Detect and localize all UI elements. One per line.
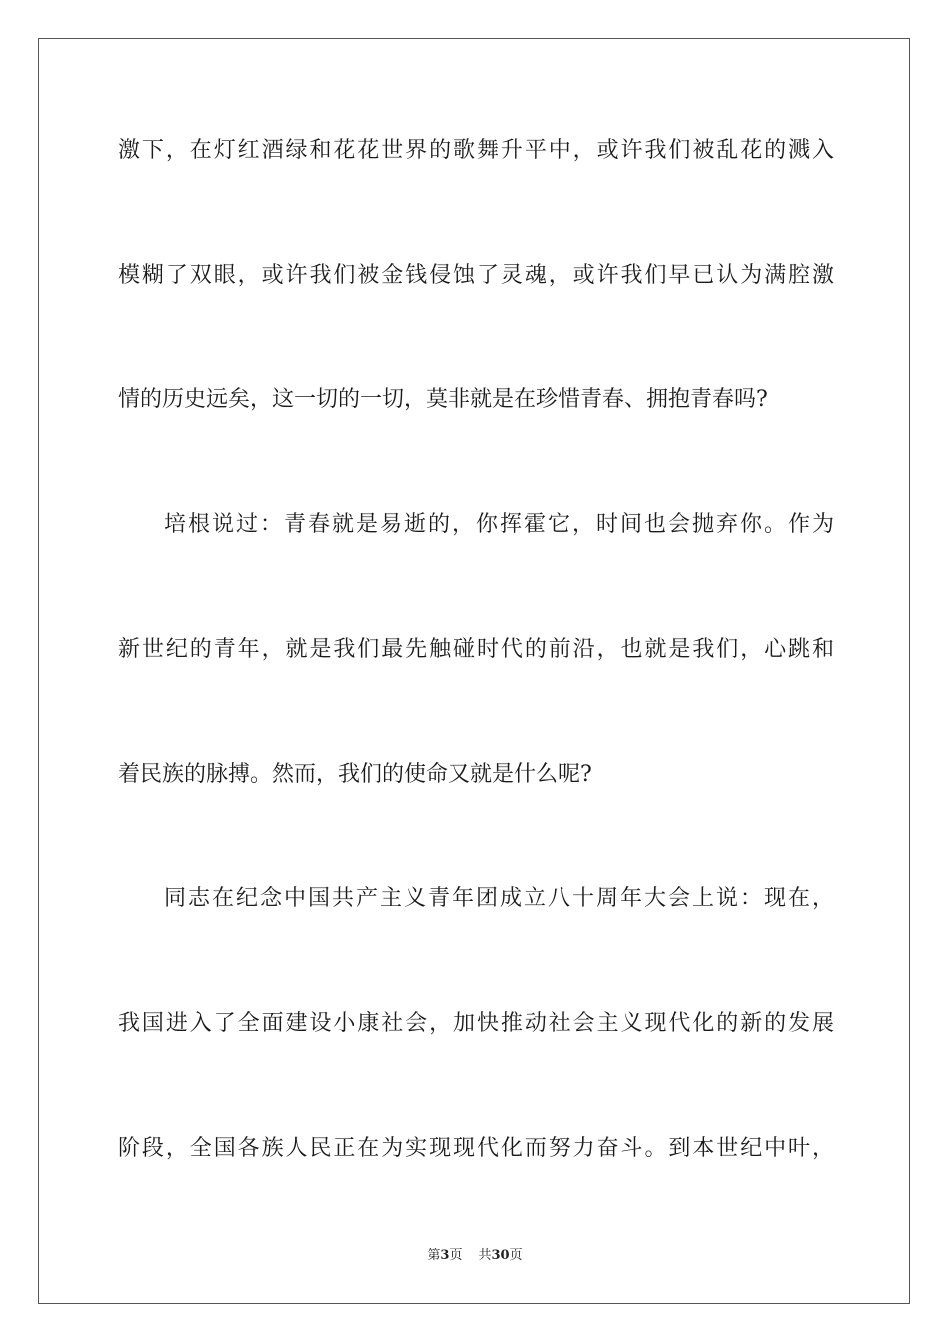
page-footer — [0, 1247, 950, 1265]
total-prefix: 共 — [478, 1248, 492, 1263]
text-line: 我国进入了全面建设小康社会，加快推动社会主义现代化的新的发展 — [118, 1011, 834, 1036]
page-suffix: 页 — [449, 1248, 463, 1263]
text-line: 培根说过：青春就是易逝的，你挥霍它，时间也会抛弃你。作为 — [164, 512, 834, 537]
text-line: 情的历史远矣，这一切的一切，莫非就是在珍惜青春、拥抱青春吗? — [118, 387, 768, 412]
page-border — [38, 38, 910, 1304]
text-line: 模糊了双眼，或许我们被金钱侵蚀了灵魂，或许我们早已认为满腔激 — [118, 263, 834, 288]
page-prefix: 第 — [427, 1248, 441, 1263]
text-line: 新世纪的青年，就是我们最先触碰时代的前沿，也就是我们，心跳和 — [118, 637, 834, 662]
text-line: 同志在纪念中国共产主义青年团成立八十周年大会上说：现在， — [164, 886, 834, 911]
total-pages: 30 — [491, 1248, 510, 1263]
text-line: 阶段，全国各族人民正在为实现现代化而努力奋斗。到本世纪中叶， — [118, 1136, 834, 1161]
text-line: 激下，在灯红酒绿和花花世界的歌舞升平中，或许我们被乱花的溅入 — [118, 138, 834, 163]
page-number: 3 — [440, 1248, 450, 1263]
text-line: 着民族的脉搏。然而，我们的使命又就是什么呢? — [118, 762, 592, 787]
total-suffix: 页 — [509, 1248, 523, 1263]
